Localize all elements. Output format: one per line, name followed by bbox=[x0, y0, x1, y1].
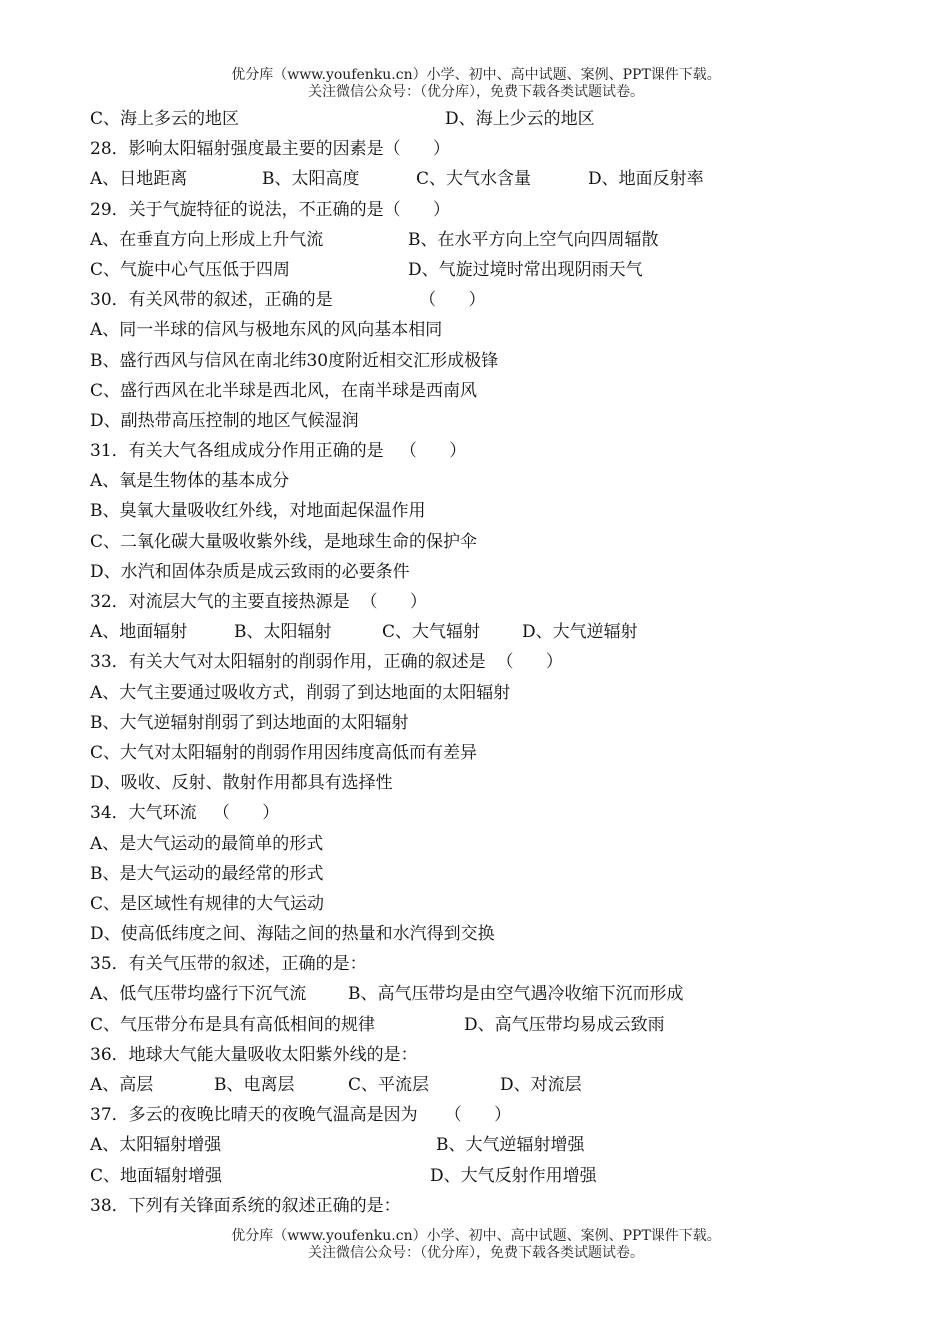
question-body bbox=[90, 104, 910, 1221]
q29-option-a: A、在垂直方向上形成上升气流 bbox=[90, 229, 324, 250]
header-line-2: 关注微信公众号：（优分库），免费下载各类试题试卷。 bbox=[308, 84, 644, 100]
q29-options-cd bbox=[90, 255, 910, 285]
q36-option-d: D、对流层 bbox=[500, 1075, 582, 1095]
q36-option-b: B、电离层 bbox=[214, 1075, 295, 1095]
q30-option-b: B、盛行西风与信风在南北纬30度附近相交汇形成极锋 bbox=[90, 350, 499, 371]
q30-option-a: A、同一半球的信风与极地东风的风向基本相同 bbox=[90, 320, 443, 341]
q29-option-b: B、在水平方向上空气向四周辐散 bbox=[408, 229, 659, 250]
q33-option-c: C、大气对太阳辐射的削弱作用因纬度高低而有差异 bbox=[90, 742, 478, 763]
q28-option-c: C、大气水含量 bbox=[416, 169, 532, 190]
header-line-1: 优分库（www.youfenku.cn）小学、初中、高中试题、案例、PPT课件下载。 bbox=[231, 67, 721, 83]
q28-option-d: D、地面反射率 bbox=[588, 169, 704, 190]
q34-option-d: D、使高低纬度之间、海陆之间的热量和水汽得到交换 bbox=[90, 924, 495, 945]
q35-options-ab bbox=[90, 979, 910, 1009]
q34-option-c: C、是区域性有规律的大气运动 bbox=[90, 893, 325, 914]
q32-option-a: A、地面辐射 bbox=[90, 622, 188, 643]
q28-option-a: A、日地距离 bbox=[90, 169, 188, 190]
q38-stem: 38．下列有关锋面系统的叙述正确的是： bbox=[90, 1195, 401, 1216]
q29-stem: 29．关于气旋特征的说法，不正确的是（ ） bbox=[90, 199, 451, 220]
q31-option-a: A、氧是生物体的基本成分 bbox=[90, 471, 290, 492]
q34-option-a: A、是大气运动的最简单的形式 bbox=[90, 833, 324, 854]
q27-options-cd bbox=[90, 104, 910, 134]
footer-line-2: 关注微信公众号：（优分库），免费下载各类试题试卷。 bbox=[308, 1245, 644, 1261]
page-footer bbox=[0, 1228, 950, 1262]
q37-option-c: C、地面辐射增强 bbox=[90, 1165, 223, 1186]
q33-option-d: D、吸收、反射、散射作用都具有选择性 bbox=[90, 773, 393, 794]
q36-option-a: A、高层 bbox=[90, 1075, 154, 1095]
q35-option-c: C、气压带分布是具有高低相间的规律 bbox=[90, 1014, 376, 1035]
q35-options-cd bbox=[90, 1010, 910, 1040]
q29-options-ab bbox=[90, 225, 910, 255]
q27-option-c: C、海上多云的地区 bbox=[90, 109, 240, 129]
q29-option-d: D、气旋过境时常出现阴雨天气 bbox=[408, 259, 643, 280]
q35-option-a: A、低气压带均盛行下沉气流 bbox=[90, 984, 307, 1005]
q31-stem: 31．有关大气各组成成分作用正确的是 （ ） bbox=[90, 441, 467, 462]
q33-option-a: A、大气主要通过吸收方式，削弱了到达地面的太阳辐射 bbox=[90, 682, 511, 703]
q37-stem: 37．多云的夜晚比晴天的夜晚气温高是因为 （ ） bbox=[90, 1105, 512, 1126]
q31-option-b: B、臭氧大量吸收红外线，对地面起保温作用 bbox=[90, 501, 426, 522]
q36-options bbox=[90, 1070, 910, 1100]
q36-stem: 36．地球大气能大量吸收太阳紫外线的是： bbox=[90, 1044, 418, 1065]
q31-option-c: C、二氧化碳大量吸收紫外线，是地球生命的保护伞 bbox=[90, 531, 478, 552]
q33-stem: 33．有关大气对太阳辐射的削弱作用，正确的叙述是 （ ） bbox=[90, 652, 563, 673]
q28-stem: 28．影响太阳辐射强度最主要的因素是（ ） bbox=[90, 139, 451, 160]
q30-option-d: D、副热带高压控制的地区气候湿润 bbox=[90, 410, 359, 431]
q37-option-d: D、大气反射作用增强 bbox=[430, 1165, 597, 1186]
q35-stem: 35．有关气压带的叙述，正确的是： bbox=[90, 954, 367, 975]
q35-option-b: B、高气压带均是由空气遇冷收缩下沉而形成 bbox=[348, 984, 684, 1005]
q30-stem: 30．有关风带的叙述，正确的是 （ ） bbox=[90, 290, 486, 311]
q28-options bbox=[90, 164, 910, 194]
q32-stem: 32．对流层大气的主要直接热源是 （ ） bbox=[90, 592, 427, 612]
q34-stem: 34．大气环流 （ ） bbox=[90, 803, 280, 824]
q37-option-a: A、太阳辐射增强 bbox=[90, 1135, 222, 1156]
q27-option-d: D、海上少云的地区 bbox=[445, 109, 595, 129]
q30-option-c: C、盛行西风在北半球是西北风，在南半球是西南风 bbox=[90, 380, 478, 401]
q33-option-b: B、大气逆辐射削弱了到达地面的太阳辐射 bbox=[90, 712, 409, 733]
q32-option-b: B、太阳辐射 bbox=[234, 622, 332, 643]
q28-option-b: B、太阳高度 bbox=[262, 169, 360, 190]
q29-option-c: C、气旋中心气压低于四周 bbox=[90, 259, 291, 280]
q34-option-b: B、是大气运动的最经常的形式 bbox=[90, 863, 324, 884]
q37-options-ab bbox=[90, 1130, 910, 1160]
q32-option-c: C、大气辐射 bbox=[382, 622, 481, 643]
q32-option-d: D、大气逆辐射 bbox=[522, 622, 638, 643]
q37-option-b: B、大气逆辐射增强 bbox=[436, 1135, 585, 1156]
q32-options bbox=[90, 617, 910, 647]
page-header bbox=[0, 67, 950, 101]
q35-option-d: D、高气压带均易成云致雨 bbox=[464, 1014, 665, 1035]
q31-option-d: D、水汽和固体杂质是成云致雨的必要条件 bbox=[90, 561, 410, 582]
q37-options-cd bbox=[90, 1161, 910, 1191]
footer-line-1: 优分库（www.youfenku.cn）小学、初中、高中试题、案例、PPT课件下载。 bbox=[231, 1228, 721, 1244]
q36-option-c: C、平流层 bbox=[348, 1075, 430, 1095]
